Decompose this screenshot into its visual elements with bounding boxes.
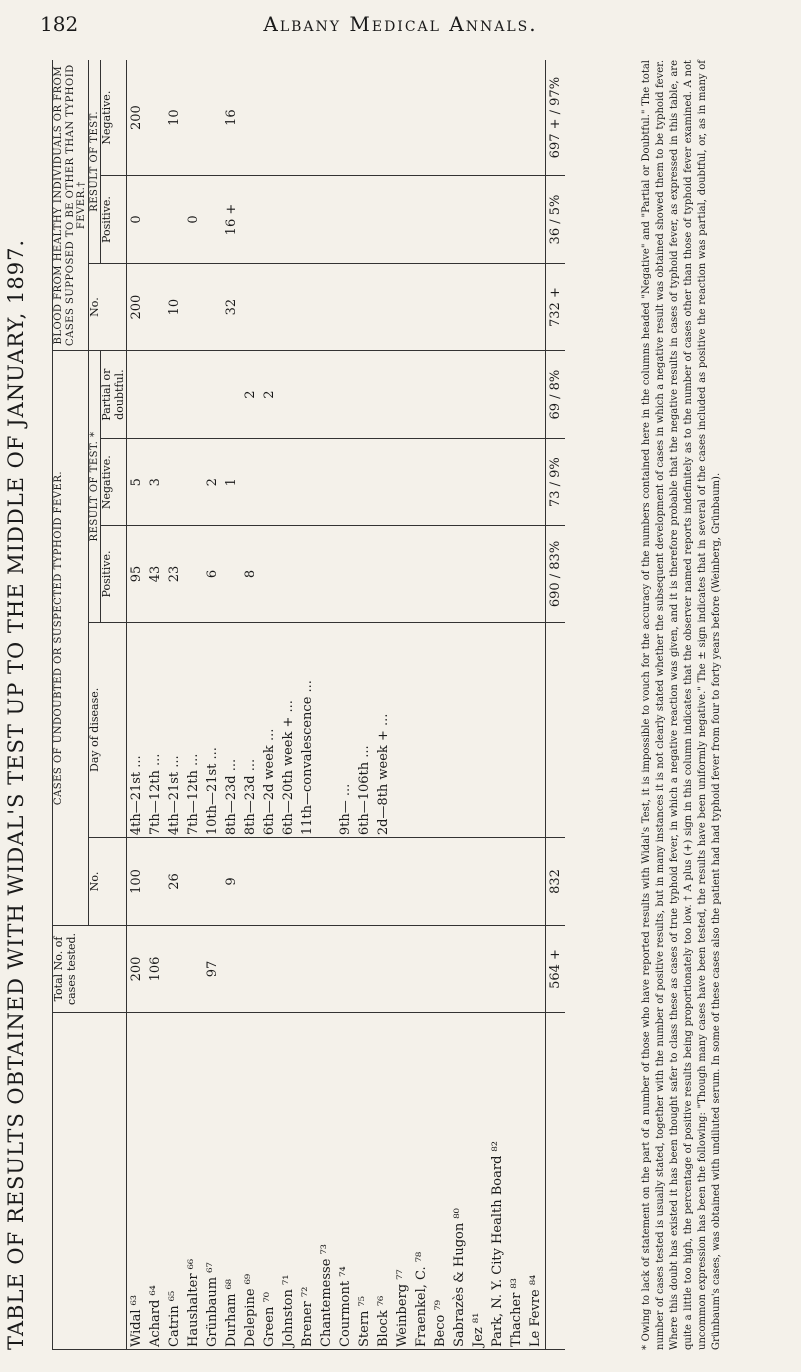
cell-no2 xyxy=(298,263,317,351)
total-day xyxy=(546,622,566,838)
cell-day xyxy=(469,622,488,838)
table-row xyxy=(279,60,298,1350)
cell-no2: 32 xyxy=(222,263,241,351)
positive2-header: Positive. xyxy=(101,176,127,264)
table-row xyxy=(184,60,203,1350)
cell-total xyxy=(317,925,336,1013)
cell-total xyxy=(431,925,450,1013)
cell-neg xyxy=(450,438,469,526)
cell-pos2 xyxy=(450,176,469,264)
running-head xyxy=(0,8,801,40)
cell-name: Park, N. Y. City Health Board ⁸² xyxy=(488,1013,507,1350)
cell-neg xyxy=(431,438,450,526)
cell-no2 xyxy=(241,263,260,351)
cell-pos2 xyxy=(488,176,507,264)
cell-neg2: 200 xyxy=(127,60,147,176)
positive-header: Positive. xyxy=(101,526,127,622)
cell-day xyxy=(431,622,450,838)
cell-par xyxy=(488,351,507,439)
cell-name: Courmont ⁷⁴ xyxy=(336,1013,355,1350)
table-row xyxy=(146,60,165,1350)
cell-name: Durham ⁶⁸ xyxy=(222,1013,241,1350)
negative-header: Negative. xyxy=(101,438,127,526)
cell-no2 xyxy=(507,263,526,351)
cell-day: 6th—106th ... xyxy=(355,622,374,838)
cell-pos2 xyxy=(203,176,222,264)
cell-pos xyxy=(412,526,431,622)
cell-pos2 xyxy=(298,176,317,264)
cell-neg: 3 xyxy=(146,438,165,526)
cell-no xyxy=(279,838,298,926)
cell-day xyxy=(412,622,431,838)
cell-day: 10th—21st ... xyxy=(203,622,222,838)
cell-pos2 xyxy=(336,176,355,264)
cell-no: 9 xyxy=(222,838,241,926)
table-row xyxy=(374,60,393,1350)
cell-no xyxy=(526,838,546,926)
cell-no2 xyxy=(146,263,165,351)
cell-neg2 xyxy=(241,60,260,176)
cell-pos xyxy=(374,526,393,622)
cell-day xyxy=(393,622,412,838)
cell-par xyxy=(431,351,450,439)
table-row xyxy=(355,60,374,1350)
cell-no xyxy=(450,838,469,926)
cell-pos2: 0 xyxy=(184,176,203,264)
group-a-header: CASES OF UNDOUBTED OR SUSPECTED TYPHOID FEVER. xyxy=(53,351,89,925)
cell-pos2 xyxy=(412,176,431,264)
cell-pos2 xyxy=(146,176,165,264)
cell-pos2: 16 + xyxy=(222,176,241,264)
cell-no2 xyxy=(279,263,298,351)
cell-total xyxy=(393,925,412,1013)
cell-neg2 xyxy=(279,60,298,176)
cell-total xyxy=(526,925,546,1013)
cell-total xyxy=(374,925,393,1013)
cell-par xyxy=(336,351,355,439)
cell-neg xyxy=(241,438,260,526)
rotated-table-page xyxy=(0,40,801,1360)
journal-title: Albany Medical Annals. xyxy=(263,12,538,36)
cell-par xyxy=(355,351,374,439)
cell-neg2 xyxy=(526,60,546,176)
cell-day xyxy=(488,622,507,838)
cell-day: 2d—8th week + ... xyxy=(374,622,393,838)
cell-par xyxy=(165,351,184,439)
no-header: No. xyxy=(88,838,127,926)
cell-day xyxy=(526,622,546,838)
cell-day xyxy=(317,622,336,838)
cell-day: 6th—20th week + ... xyxy=(279,622,298,838)
cell-no2 xyxy=(431,263,450,351)
results-table xyxy=(52,60,565,1350)
cell-name: Catrin ⁶⁵ xyxy=(165,1013,184,1350)
cell-name: Haushalter ⁶⁶ xyxy=(184,1013,203,1350)
table-title: TABLE OF RESULTS OBTAINED WITH WIDAL'S TEST UP TO THE MIDDLE OF JANUARY, 1897. xyxy=(4,238,28,1350)
cell-name: Weinberg ⁷⁷ xyxy=(393,1013,412,1350)
table-row xyxy=(260,60,279,1350)
negative2-header: Negative. xyxy=(101,60,127,176)
cell-pos2 xyxy=(317,176,336,264)
cell-no xyxy=(507,838,526,926)
cell-neg2 xyxy=(355,60,374,176)
cell-total xyxy=(355,925,374,1013)
totals-row xyxy=(546,60,566,1350)
cell-no2 xyxy=(184,263,203,351)
cell-total xyxy=(260,925,279,1013)
cell-day: 8th—23d ... xyxy=(222,622,241,838)
cell-name: Stern ⁷⁵ xyxy=(355,1013,374,1350)
cell-no xyxy=(412,838,431,926)
cell-neg2 xyxy=(336,60,355,176)
cell-day xyxy=(450,622,469,838)
cell-neg xyxy=(260,438,279,526)
cell-name: Sabrazès & Hugon ⁸⁰ xyxy=(450,1013,469,1350)
cell-total xyxy=(336,925,355,1013)
cell-total: 200 xyxy=(127,925,147,1013)
cell-no2: 10 xyxy=(165,263,184,351)
cell-name: Grünbaum ⁶⁷ xyxy=(203,1013,222,1350)
cell-neg xyxy=(184,438,203,526)
cell-neg2 xyxy=(146,60,165,176)
cell-name: Beco ⁷⁹ xyxy=(431,1013,450,1350)
cell-par: 2 xyxy=(241,351,260,439)
cell-neg2 xyxy=(431,60,450,176)
cell-pos xyxy=(526,526,546,622)
cell-pos: 43 xyxy=(146,526,165,622)
cell-pos xyxy=(393,526,412,622)
cell-total xyxy=(469,925,488,1013)
cell-no2 xyxy=(488,263,507,351)
cell-no2 xyxy=(450,263,469,351)
cell-name: Le Fevre ⁸⁴ xyxy=(526,1013,546,1350)
cell-neg: 2 xyxy=(203,438,222,526)
cell-no2 xyxy=(526,263,546,351)
cell-pos: 8 xyxy=(241,526,260,622)
cell-name: Widal ⁶³ xyxy=(127,1013,147,1350)
cell-no2 xyxy=(412,263,431,351)
cell-neg2: 16 xyxy=(222,60,241,176)
cell-par xyxy=(374,351,393,439)
cell-name: Chantemesse ⁷³ xyxy=(317,1013,336,1350)
cell-par xyxy=(412,351,431,439)
partial-header: Partial or doubtful. xyxy=(101,351,127,439)
table-row xyxy=(127,60,147,1350)
cell-pos xyxy=(222,526,241,622)
cell-par xyxy=(127,351,147,439)
cell-pos2 xyxy=(469,176,488,264)
cell-neg2 xyxy=(203,60,222,176)
total-pos: 690 / 83% xyxy=(546,526,566,622)
cell-neg2 xyxy=(412,60,431,176)
cell-day: 4th—21st ... xyxy=(165,622,184,838)
cell-total xyxy=(241,925,260,1013)
cell-no2 xyxy=(336,263,355,351)
cell-no xyxy=(203,838,222,926)
cell-par xyxy=(450,351,469,439)
cell-pos2 xyxy=(526,176,546,264)
cell-total xyxy=(222,925,241,1013)
cell-pos2 xyxy=(393,176,412,264)
cell-pos2 xyxy=(279,176,298,264)
cell-neg: 1 xyxy=(222,438,241,526)
cell-neg: 5 xyxy=(127,438,147,526)
cell-pos xyxy=(317,526,336,622)
cell-neg2 xyxy=(393,60,412,176)
cell-par xyxy=(393,351,412,439)
total-name xyxy=(546,1013,566,1350)
cell-no xyxy=(488,838,507,926)
cell-no xyxy=(355,838,374,926)
table-row xyxy=(393,60,412,1350)
cell-par xyxy=(184,351,203,439)
cell-pos xyxy=(450,526,469,622)
cell-neg xyxy=(507,438,526,526)
table-row xyxy=(222,60,241,1350)
cell-par xyxy=(298,351,317,439)
total-neg: 73 / 9% xyxy=(546,438,566,526)
cell-neg xyxy=(298,438,317,526)
cell-no2 xyxy=(374,263,393,351)
cell-neg xyxy=(469,438,488,526)
cell-neg2 xyxy=(184,60,203,176)
cell-neg xyxy=(488,438,507,526)
cell-name: Achard ⁶⁴ xyxy=(146,1013,165,1350)
cell-neg2 xyxy=(469,60,488,176)
cell-neg xyxy=(165,438,184,526)
no2-header: No. xyxy=(88,263,127,351)
cell-name: Green ⁷⁰ xyxy=(260,1013,279,1350)
cell-no: 100 xyxy=(127,838,147,926)
cell-pos2 xyxy=(431,176,450,264)
table-row xyxy=(488,60,507,1350)
cell-pos xyxy=(355,526,374,622)
cell-total xyxy=(450,925,469,1013)
cell-pos: 23 xyxy=(165,526,184,622)
cell-total: 97 xyxy=(203,925,222,1013)
total-no: 832 xyxy=(546,838,566,926)
cell-day: 8th—23d ... xyxy=(241,622,260,838)
cell-no2: 200 xyxy=(127,263,147,351)
page-number: 182 xyxy=(40,12,79,36)
cell-neg2 xyxy=(374,60,393,176)
cell-no2 xyxy=(355,263,374,351)
cell-total xyxy=(488,925,507,1013)
cell-no: 26 xyxy=(165,838,184,926)
cell-neg2 xyxy=(507,60,526,176)
cell-total xyxy=(165,925,184,1013)
cell-no2 xyxy=(260,263,279,351)
cell-par xyxy=(526,351,546,439)
cell-name: Brener ⁷² xyxy=(298,1013,317,1350)
cell-pos2: 0 xyxy=(127,176,147,264)
cell-neg xyxy=(355,438,374,526)
table-row xyxy=(317,60,336,1350)
cell-no2 xyxy=(469,263,488,351)
cell-total xyxy=(507,925,526,1013)
cell-pos: 6 xyxy=(203,526,222,622)
cell-pos xyxy=(469,526,488,622)
cell-neg xyxy=(279,438,298,526)
result-a-header: RESULT OF TEST. * xyxy=(88,351,101,622)
cell-par: 2 xyxy=(260,351,279,439)
cell-neg2: 10 xyxy=(165,60,184,176)
cell-par xyxy=(469,351,488,439)
total-par: 69 / 8% xyxy=(546,351,566,439)
cell-day: 11th—convalescence ... xyxy=(298,622,317,838)
cell-no xyxy=(374,838,393,926)
cell-par xyxy=(146,351,165,439)
cell-total xyxy=(184,925,203,1013)
cell-pos xyxy=(279,526,298,622)
table-row xyxy=(526,60,546,1350)
cell-no2 xyxy=(393,263,412,351)
cell-pos2 xyxy=(241,176,260,264)
footnote: * Owing to lack of statement on the part of a number of those who have reported results with Widal's Test, it is impossible to vouch for the accuracy of the numbers contained here in the columns headed "Negative" and "Partial or Doubtful." The total number of cases tested is usually stated, together with the number of positive results, but in many instances it is not clearly stated whether the subsequent development of cases in which a negative result was obtained showed them to be typhoid fever. Where this doubt has existed it has been thought safer to class these as cases of true typhoid fever, in which a negative reaction was given, and it is therefore probable that the negative results in cases of typhoid fever, as expressed in this table, are quite a little too high, the percentage of positive results being proportionately too low. † A plus (+) sign in this column indicates that the observer named reports indefinitely as to the number of cases other than those of typhoid fever examined. A not uncommon expression has been the following: "Though many cases have been tested, the results have been uniformly negative." The ± sign indicates that in several of the cases included as positive the reaction was partial, doubtful, or, as in many of Grünbaum's cases, was obtained with undiluted serum. In some of these cases also the patient had had typhoid fever from four to forty years before (Weinberg, Grünbaum). xyxy=(641,60,722,1350)
cell-par xyxy=(279,351,298,439)
cell-neg xyxy=(526,438,546,526)
total-no2: 732 + xyxy=(546,263,566,351)
cell-neg xyxy=(374,438,393,526)
result-b-header: RESULT OF TEST. xyxy=(88,60,101,263)
cell-no xyxy=(469,838,488,926)
table-row xyxy=(298,60,317,1350)
cell-name: Jez ⁸¹ xyxy=(469,1013,488,1350)
day-header: Day of disease. xyxy=(88,622,127,838)
cell-pos: 95 xyxy=(127,526,147,622)
cell-pos xyxy=(507,526,526,622)
total-total: 564 + xyxy=(546,925,566,1013)
cell-total: 106 xyxy=(146,925,165,1013)
total-pos2: 36 / 5% xyxy=(546,176,566,264)
cell-neg xyxy=(317,438,336,526)
cell-no2 xyxy=(317,263,336,351)
cell-no xyxy=(317,838,336,926)
cell-total xyxy=(412,925,431,1013)
cell-name: Fraenkel, C. ⁷⁸ xyxy=(412,1013,431,1350)
table-row xyxy=(412,60,431,1350)
observer-header xyxy=(53,1013,127,1350)
cell-neg2 xyxy=(317,60,336,176)
cell-no2 xyxy=(203,263,222,351)
cell-neg xyxy=(412,438,431,526)
table-row xyxy=(507,60,526,1350)
cell-total xyxy=(298,925,317,1013)
cell-day: 9th— ... xyxy=(336,622,355,838)
table-row xyxy=(450,60,469,1350)
cell-pos xyxy=(184,526,203,622)
total-header: Total No. of cases tested. xyxy=(53,925,127,1013)
cell-par xyxy=(203,351,222,439)
cell-pos2 xyxy=(165,176,184,264)
cell-no xyxy=(336,838,355,926)
cell-neg xyxy=(336,438,355,526)
table-row xyxy=(203,60,222,1350)
cell-no xyxy=(298,838,317,926)
cell-neg2 xyxy=(488,60,507,176)
cell-total xyxy=(279,925,298,1013)
cell-pos xyxy=(488,526,507,622)
cell-name: Delepine ⁶⁹ xyxy=(241,1013,260,1350)
cell-pos xyxy=(298,526,317,622)
cell-day: 7th—12th ... xyxy=(184,622,203,838)
cell-no xyxy=(393,838,412,926)
cell-neg xyxy=(393,438,412,526)
cell-par xyxy=(222,351,241,439)
table-row xyxy=(431,60,450,1350)
cell-pos xyxy=(431,526,450,622)
cell-pos2 xyxy=(374,176,393,264)
cell-name: Block ⁷⁶ xyxy=(374,1013,393,1350)
cell-no xyxy=(431,838,450,926)
cell-par xyxy=(317,351,336,439)
cell-day: 4th—21st ... xyxy=(127,622,147,838)
cell-name: Thacher ⁸³ xyxy=(507,1013,526,1350)
cell-no xyxy=(184,838,203,926)
cell-no xyxy=(241,838,260,926)
cell-pos2 xyxy=(260,176,279,264)
cell-no xyxy=(146,838,165,926)
cell-day: 6th—2d week ... xyxy=(260,622,279,838)
table-row xyxy=(165,60,184,1350)
group-b-header: BLOOD FROM HEALTHY INDIVIDUALS OR FROM CASES SUPPOSED TO BE OTHER THAN TYPHOID FEVER.† xyxy=(53,60,89,351)
cell-pos xyxy=(336,526,355,622)
cell-no xyxy=(260,838,279,926)
table-row xyxy=(469,60,488,1350)
cell-day: 7th—12th ... xyxy=(146,622,165,838)
total-neg2: 697 + / 97% xyxy=(546,60,566,176)
cell-neg2 xyxy=(260,60,279,176)
table-row xyxy=(241,60,260,1350)
cell-name: Johnston ⁷¹ xyxy=(279,1013,298,1350)
cell-pos xyxy=(260,526,279,622)
cell-neg2 xyxy=(298,60,317,176)
cell-pos2 xyxy=(507,176,526,264)
table-row xyxy=(336,60,355,1350)
cell-neg2 xyxy=(450,60,469,176)
cell-par xyxy=(507,351,526,439)
cell-pos2 xyxy=(355,176,374,264)
cell-day xyxy=(507,622,526,838)
